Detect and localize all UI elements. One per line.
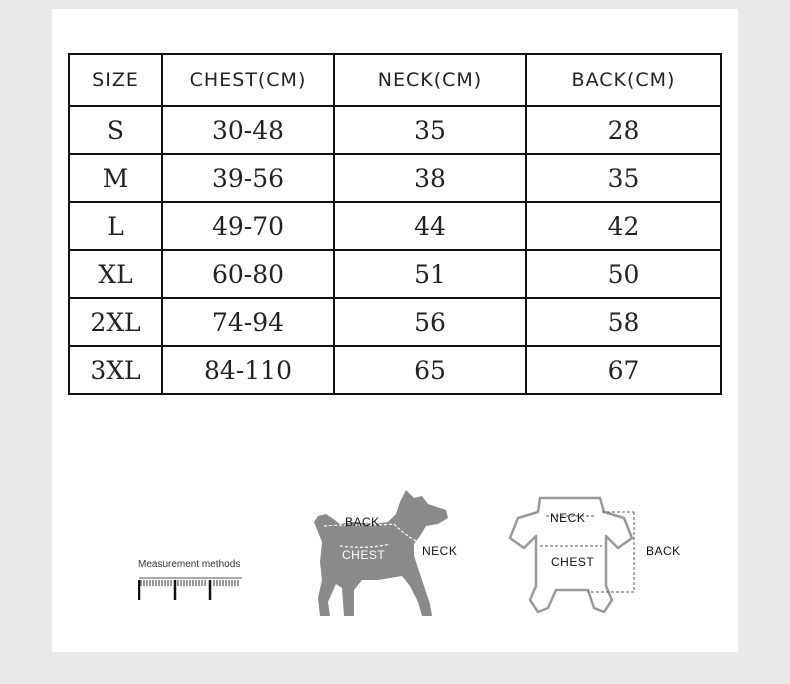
dog-neck-label: NECK xyxy=(422,544,458,558)
header-size: SIZE xyxy=(69,54,162,106)
garment-back-label: BACK xyxy=(646,544,681,558)
ruler-icon xyxy=(138,576,244,602)
garment-chest-label: CHEST xyxy=(551,555,595,569)
table-row xyxy=(69,250,721,298)
header-chest: CHEST(CM) xyxy=(162,54,334,106)
dog-chest-label: CHEST xyxy=(342,548,386,562)
cell-back: 50 xyxy=(526,250,721,298)
table-row xyxy=(69,106,721,154)
cell-size: XL xyxy=(69,250,162,298)
dog-back-label: BACK xyxy=(345,515,380,529)
cell-size: M xyxy=(69,154,162,202)
cell-neck: 56 xyxy=(334,298,526,346)
cell-neck: 51 xyxy=(334,250,526,298)
cell-back: 67 xyxy=(526,346,721,394)
cell-size: 2XL xyxy=(69,298,162,346)
cell-back: 42 xyxy=(526,202,721,250)
size-chart-table xyxy=(68,53,722,395)
cell-chest: 49-70 xyxy=(162,202,334,250)
table-row xyxy=(69,346,721,394)
cell-size: L xyxy=(69,202,162,250)
table-header-row xyxy=(69,54,721,106)
cell-back: 58 xyxy=(526,298,721,346)
cell-chest: 84-110 xyxy=(162,346,334,394)
cell-chest: 74-94 xyxy=(162,298,334,346)
measurement-methods-label: Measurement methods xyxy=(138,559,241,570)
cell-chest: 39-56 xyxy=(162,154,334,202)
table-row xyxy=(69,298,721,346)
table-row xyxy=(69,154,721,202)
garment-neck-label: NECK xyxy=(550,511,586,525)
header-back: BACK(CM) xyxy=(526,54,721,106)
table-row xyxy=(69,202,721,250)
cell-chest: 30-48 xyxy=(162,106,334,154)
cell-size: S xyxy=(69,106,162,154)
cell-neck: 44 xyxy=(334,202,526,250)
cell-size: 3XL xyxy=(69,346,162,394)
cell-neck: 35 xyxy=(334,106,526,154)
cell-back: 28 xyxy=(526,106,721,154)
cell-neck: 38 xyxy=(334,154,526,202)
cell-neck: 65 xyxy=(334,346,526,394)
cell-back: 35 xyxy=(526,154,721,202)
header-neck: NECK(CM) xyxy=(334,54,526,106)
cell-chest: 60-80 xyxy=(162,250,334,298)
